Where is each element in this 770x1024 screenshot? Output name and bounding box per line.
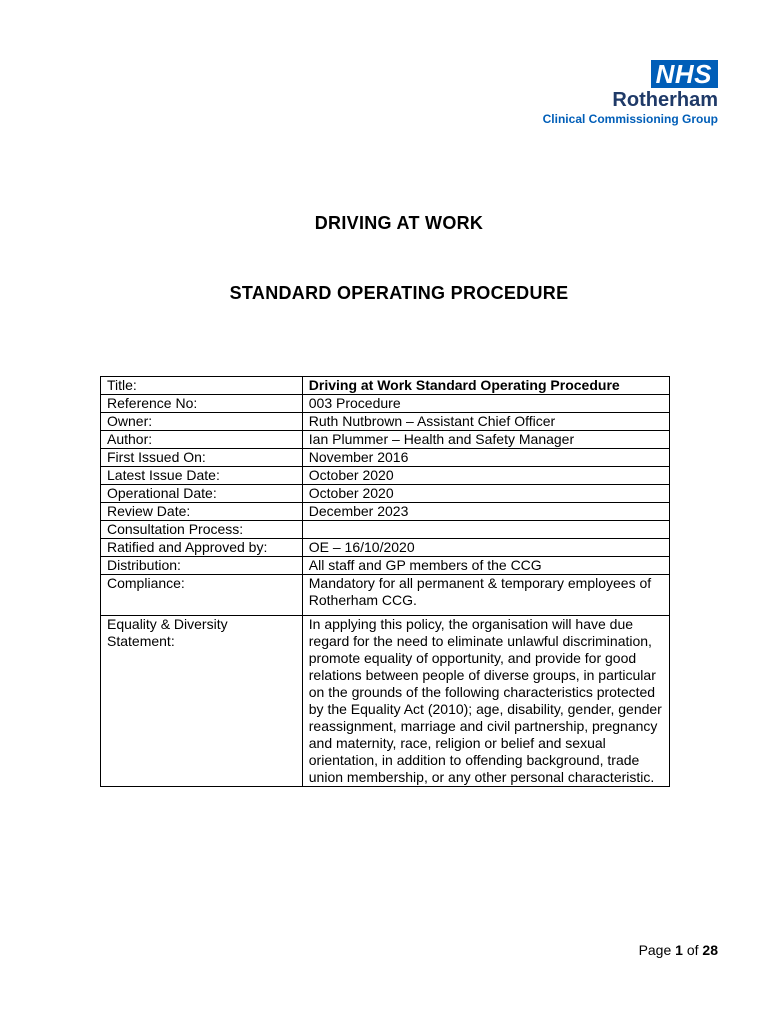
row-label: Review Date: bbox=[101, 503, 303, 521]
page-number bbox=[639, 942, 718, 958]
row-value: Ian Plummer – Health and Safety Manager bbox=[302, 431, 669, 449]
row-label: Distribution: bbox=[101, 557, 303, 575]
row-value: OE – 16/10/2020 bbox=[302, 539, 669, 557]
row-label: First Issued On: bbox=[101, 449, 303, 467]
row-value bbox=[302, 521, 669, 539]
table-row bbox=[101, 575, 670, 616]
table-row bbox=[101, 377, 670, 395]
row-label: Title: bbox=[101, 377, 303, 395]
table-row bbox=[101, 395, 670, 413]
row-value: In applying this policy, the organisation will have due regard for the need to eliminate unlawful discrimination, promote equality of opportunity, and provide for good relations between people of diverse groups, in particular on the grounds of the following characteristics protected by the Equality Act (2010); age, disability, gender, gender reassignment, marriage and civil partnership, pregnancy and maternity, race, religion or belief and sexual orientation, in addition to offending background, trade union membership, or any other personal characteristic. bbox=[302, 616, 669, 787]
nhs-logo bbox=[543, 60, 718, 126]
row-value: 003 Procedure bbox=[302, 395, 669, 413]
table-row bbox=[101, 413, 670, 431]
org-subtitle: Clinical Commissioning Group bbox=[542, 112, 718, 126]
table-row bbox=[101, 503, 670, 521]
row-label: Equality & Diversity Statement: bbox=[101, 616, 303, 787]
table-row bbox=[101, 616, 670, 787]
row-label: Compliance: bbox=[101, 575, 303, 616]
row-value: Ruth Nutbrown – Assistant Chief Officer bbox=[302, 413, 669, 431]
table-row bbox=[101, 431, 670, 449]
row-value: December 2023 bbox=[302, 503, 669, 521]
row-label: Ratified and Approved by: bbox=[101, 539, 303, 557]
page-prefix: Page bbox=[638, 942, 672, 958]
table-row bbox=[101, 449, 670, 467]
row-label: Reference No: bbox=[101, 395, 303, 413]
row-value: Mandatory for all permanent & temporary employees of Rotherham CCG. bbox=[302, 575, 669, 616]
row-label: Operational Date: bbox=[101, 485, 303, 503]
row-label: Owner: bbox=[101, 413, 303, 431]
row-label: Consultation Process: bbox=[101, 521, 303, 539]
row-value: Driving at Work Standard Operating Procedure bbox=[302, 377, 669, 395]
document-title: DRIVING AT WORK bbox=[314, 213, 484, 233]
table-row bbox=[101, 539, 670, 557]
row-value: October 2020 bbox=[302, 467, 669, 485]
page-of: of bbox=[686, 942, 699, 958]
row-label: Author: bbox=[101, 431, 303, 449]
row-label: Latest Issue Date: bbox=[101, 467, 303, 485]
document-info-table bbox=[100, 376, 670, 787]
page-current: 1 bbox=[675, 942, 683, 958]
table-row bbox=[101, 557, 670, 575]
table-row bbox=[101, 467, 670, 485]
nhs-logo-mark: NHS bbox=[651, 60, 718, 88]
row-value: November 2016 bbox=[302, 449, 669, 467]
page-total: 28 bbox=[702, 942, 718, 958]
document-subtitle: STANDARD OPERATING PROCEDURE bbox=[229, 283, 569, 303]
row-value: All staff and GP members of the CCG bbox=[302, 557, 669, 575]
table-row bbox=[101, 521, 670, 539]
row-value: October 2020 bbox=[302, 485, 669, 503]
table-row bbox=[101, 485, 670, 503]
org-name: Rotherham bbox=[612, 89, 718, 111]
